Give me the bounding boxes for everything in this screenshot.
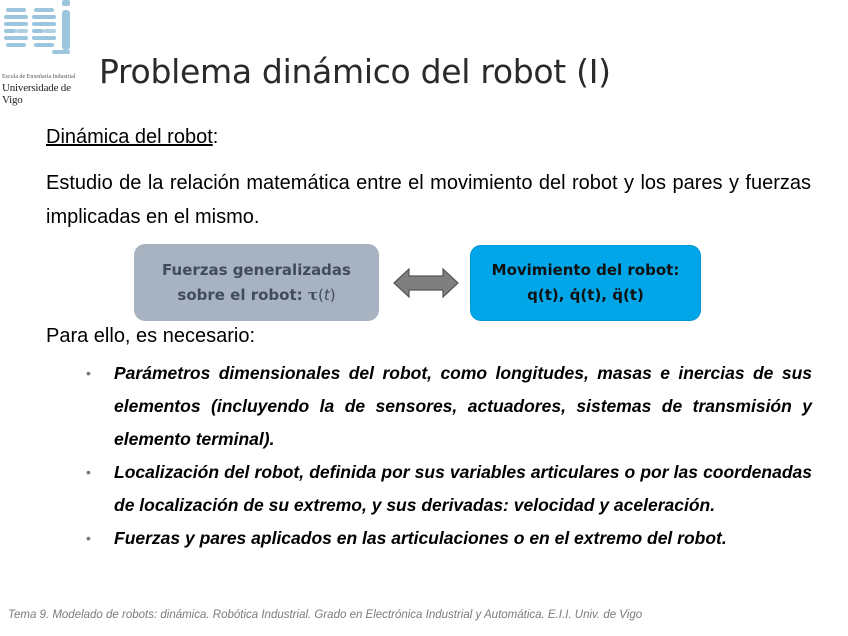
list-item: • Fuerzas y pares aplicados en las articulaciones o en el extremo del robot. — [84, 522, 812, 555]
bullet-list — [84, 357, 812, 555]
section-heading — [46, 126, 218, 149]
logo-caption: Escola de Enxeñaría Industrial — [2, 74, 76, 80]
double-arrow-icon — [392, 267, 460, 299]
section-heading-colon: : — [212, 126, 219, 148]
motion-box — [470, 245, 701, 321]
forces-box-line1: Fuerzas generalizadas — [162, 260, 351, 279]
footer-text: Tema 9. Modelado de robots: dinámica. Robótica Industrial. Grado en Electrónica Industrial y Automática. E.I.I. Univ. de Vigo — [8, 609, 643, 621]
list-item: • Localización del robot, definida por sus variables articulares o por las coordenadas de localización de su extremo, y sus derivadas: velocidad y aceleración. — [84, 456, 812, 522]
bullet-dot: • — [86, 365, 91, 381]
tau-symbol: τ — [307, 285, 318, 304]
eei-logo-icon — [2, 0, 82, 58]
bullet-dot: • — [86, 530, 91, 546]
forces-box — [134, 244, 379, 321]
university-name: Universidade de Vigo — [2, 82, 71, 106]
bullet-dot: • — [86, 464, 91, 480]
page-title: Problema dinámico del robot (I) — [99, 52, 611, 91]
forces-box-line2: sobre el robot: τ(t) — [177, 285, 336, 304]
section-heading-text: Dinámica del robot — [46, 126, 213, 148]
list-item: • Parámetros dimensionales del robot, como longitudes, masas e inercias de sus elementos (incluyendo la de sensores, actuadores, sistemas de transmisión y elemento terminal). — [84, 357, 812, 456]
subheading: Para ello, es necesario: — [46, 325, 256, 347]
intro-paragraph: Estudio de la relación matemática entre el movimiento del robot y los pares y fuerzas implicadas en el mismo. — [46, 172, 811, 228]
logo — [0, 0, 90, 106]
motion-box-line2: q(t), q̇(t), q̈(t) — [527, 286, 644, 304]
motion-box-line1: Movimiento del robot: — [491, 261, 680, 279]
